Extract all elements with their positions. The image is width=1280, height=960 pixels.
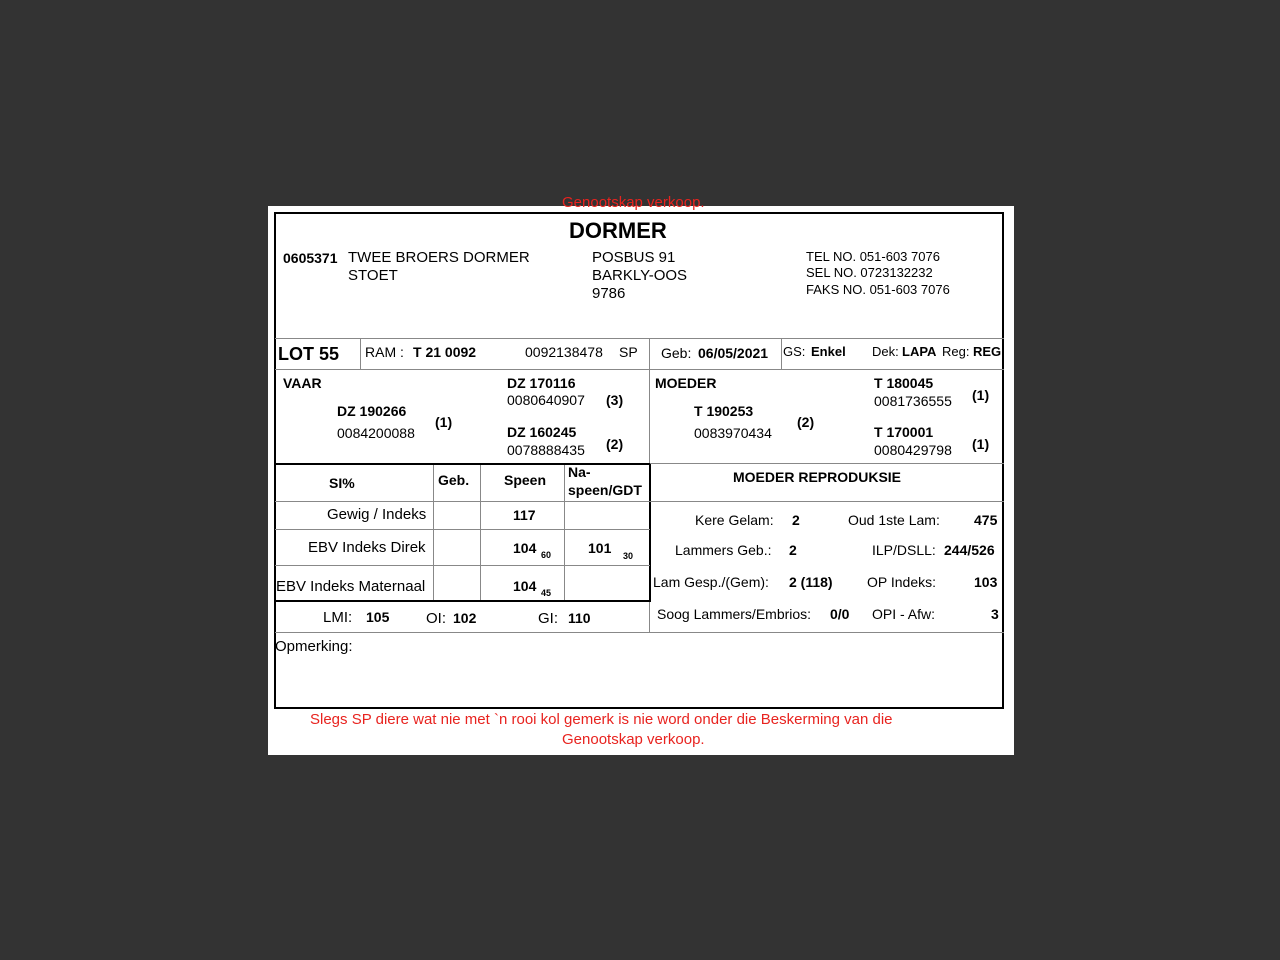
notice-bottom-line2: Genootskap verkoop. xyxy=(562,731,705,748)
opmerking-label: Opmerking: xyxy=(275,638,353,655)
ram-reg-number: 0092138478 xyxy=(525,344,603,360)
dam-dam-id: T 170001 xyxy=(874,424,934,440)
faks-number: FAKS NO. 051-603 7076 xyxy=(806,282,950,297)
reg-label: Reg: xyxy=(942,344,970,359)
geb-date: 06/05/2021 xyxy=(698,345,769,361)
row-maternaal-speen: 104 xyxy=(513,578,537,594)
breeder-name-line2: STOET xyxy=(348,267,398,284)
divider xyxy=(275,338,1004,339)
lot-card xyxy=(268,194,1014,755)
divider xyxy=(480,465,481,600)
divider xyxy=(433,465,434,600)
ilp-dsll-label: ILP/DSLL: xyxy=(872,542,936,558)
dam-count: (2) xyxy=(797,414,815,430)
dam-id: T 190253 xyxy=(694,403,754,419)
divider xyxy=(564,465,565,600)
col-naspeen-header-line2: speen/GDT xyxy=(568,482,642,498)
divider xyxy=(275,565,650,566)
dam-sire-id: T 180045 xyxy=(874,375,934,391)
row-direk-speen-sub: 60 xyxy=(541,550,552,560)
sire-sire-number: 0080640907 xyxy=(507,392,585,408)
lmi-value: 105 xyxy=(366,609,390,625)
address-line1: POSBUS 91 xyxy=(592,249,676,266)
gi-label: GI: xyxy=(538,610,559,627)
dam-sire-number: 0081736555 xyxy=(874,393,952,409)
col-speen-header: Speen xyxy=(504,472,547,488)
row-gewig-speen: 117 xyxy=(513,507,536,523)
breed-title: DORMER xyxy=(569,218,667,243)
ilp-dsll-value: 244/526 xyxy=(944,542,995,558)
row-direk-naspeen: 101 xyxy=(588,540,612,556)
sire-dam-id: DZ 160245 xyxy=(507,424,577,440)
lmi-label: LMI: xyxy=(323,609,353,626)
sire-dam-number: 0078888435 xyxy=(507,442,585,458)
lam-gesp-label: Lam Gesp./(Gem): xyxy=(653,574,769,590)
oud-eerste-lam-label: Oud 1ste Lam: xyxy=(848,512,940,528)
breeder-number: 0605371 xyxy=(283,250,338,266)
lam-gesp-value: 2 (118) xyxy=(789,574,833,590)
gs-value: Enkel xyxy=(811,344,846,359)
kere-gelam-label: Kere Gelam: xyxy=(695,512,774,528)
dek-label: Dek: xyxy=(872,344,899,359)
sire-sire-count: (3) xyxy=(606,392,624,408)
divider xyxy=(275,529,650,530)
soog-lammers-value: 0/0 xyxy=(830,606,850,622)
row-direk-speen: 104 xyxy=(513,540,537,556)
tel-number: TEL NO. 051-603 7076 xyxy=(806,249,940,264)
reproduction-title: MOEDER REPRODUKSIE xyxy=(733,469,902,485)
col-si-header: SI% xyxy=(329,475,355,491)
divider xyxy=(649,338,650,463)
notice-top: Genootskap verkoop. xyxy=(562,194,705,211)
geb-label: Geb: xyxy=(661,345,692,361)
col-naspeen-header-line1: Na- xyxy=(568,464,591,480)
dam-number: 0083970434 xyxy=(694,425,772,441)
opi-afw-label: OPI - Afw: xyxy=(872,606,936,622)
divider xyxy=(275,501,1004,502)
divider xyxy=(781,338,782,369)
oi-value: 102 xyxy=(453,610,477,626)
divider xyxy=(275,632,1004,633)
gi-value: 110 xyxy=(568,610,591,626)
ram-id: T 21 0092 xyxy=(413,344,477,360)
reg-value: REG xyxy=(973,344,1002,359)
address-line3: 9786 xyxy=(592,285,626,302)
op-indeks-value: 103 xyxy=(974,574,998,590)
ram-label: RAM : xyxy=(365,344,404,360)
row-maternaal-label: EBV Indeks Maternaal xyxy=(276,578,426,595)
breeder-name-line1: TWEE BROERS DORMER xyxy=(348,249,530,266)
ram-status: SP xyxy=(619,344,638,360)
sire-number: 0084200088 xyxy=(337,425,415,441)
dam-dam-count: (1) xyxy=(972,436,990,452)
notice-bottom-line1: Slegs SP diere wat nie met `n rooi kol gemerk is nie word onder die Beskerming van die xyxy=(310,711,893,728)
oi-label: OI: xyxy=(426,610,447,627)
op-indeks-label: OP Indeks: xyxy=(867,574,937,590)
lot-number: LOT 55 xyxy=(278,344,340,364)
sire-id: DZ 190266 xyxy=(337,403,407,419)
row-direk-naspeen-sub: 30 xyxy=(623,551,634,561)
sire-dam-count: (2) xyxy=(606,436,624,452)
moeder-label: MOEDER xyxy=(655,375,717,391)
lammers-geb-value: 2 xyxy=(789,542,797,558)
divider xyxy=(649,602,650,632)
opi-afw-value: 3 xyxy=(991,606,999,622)
divider xyxy=(360,338,361,369)
vaar-label: VAAR xyxy=(283,375,322,391)
row-direk-label: EBV Indeks Direk xyxy=(308,539,426,556)
kere-gelam-value: 2 xyxy=(792,512,800,528)
row-gewig-label: Gewig / Indeks xyxy=(327,506,427,523)
soog-lammers-label: Soog Lammers/Embrios: xyxy=(657,606,812,622)
dam-sire-count: (1) xyxy=(972,387,990,403)
si-table-border-right xyxy=(649,463,651,602)
col-geb-header: Geb. xyxy=(438,472,470,488)
divider xyxy=(275,369,1004,370)
gs-label: GS: xyxy=(783,344,806,359)
oud-eerste-lam-value: 475 xyxy=(974,512,998,528)
sire-sire-id: DZ 170116 xyxy=(507,375,576,391)
dek-value: LAPA xyxy=(902,344,937,359)
sire-count: (1) xyxy=(435,414,453,430)
si-table-border-top xyxy=(274,463,650,465)
lammers-geb-label: Lammers Geb.: xyxy=(675,542,772,558)
address-line2: BARKLY-OOS xyxy=(592,267,688,284)
sel-number: SEL NO. 0723132232 xyxy=(806,265,933,280)
dam-dam-number: 0080429798 xyxy=(874,442,952,458)
si-table-border-bottom xyxy=(274,600,650,602)
row-maternaal-speen-sub: 45 xyxy=(541,588,552,598)
divider xyxy=(650,463,1004,464)
